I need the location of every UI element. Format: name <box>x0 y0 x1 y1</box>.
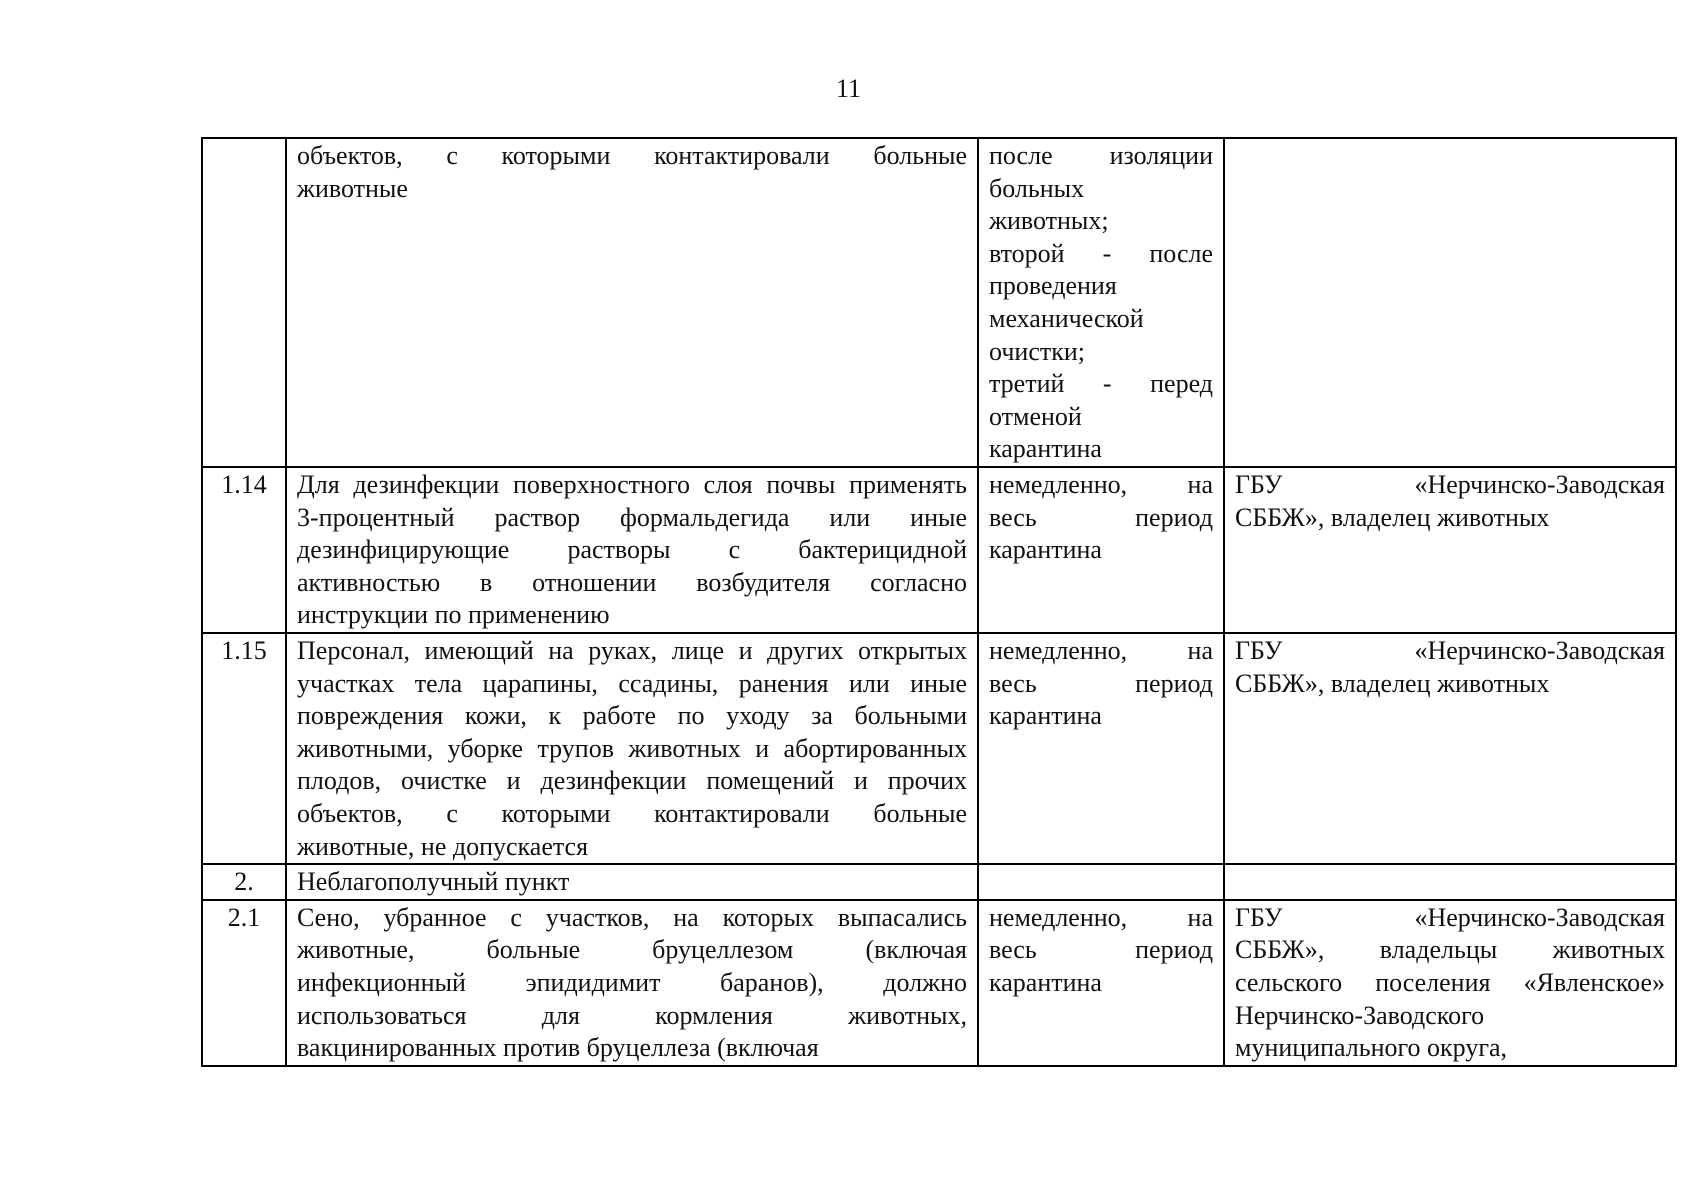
term-cell <box>978 864 1224 900</box>
term-line: третий - перед <box>989 369 1213 399</box>
row-number-cell: 1.14 <box>202 467 286 633</box>
table-row <box>202 633 1676 864</box>
term-line: механической <box>989 303 1144 333</box>
measure-line: Сено, убранное с участков, на которых выпасались <box>297 902 967 932</box>
measure-line: участках тела царапины, ссадины, ранения или иные <box>297 668 967 698</box>
term-cell <box>978 900 1224 1066</box>
measures-table <box>201 137 1677 1067</box>
measure-line: объектов, с которыми контактировали больные <box>297 798 967 828</box>
measure-line: животные, больные бруцеллезом (включая <box>297 935 967 965</box>
responsible-line: Нерчинско-Заводского <box>1235 1000 1485 1030</box>
measure-line: Неблагополучный пункт <box>297 867 570 897</box>
responsible-line: ГБУ «Нерчинско-Заводская <box>1235 902 1665 932</box>
term-line: отменой <box>989 401 1082 431</box>
term-line: немедленно, на <box>989 470 1213 499</box>
term-cell <box>978 138 1224 467</box>
row-number-cell: 2. <box>202 864 286 900</box>
responsible-line: муниципального округа, <box>1235 1033 1508 1063</box>
measure-line: дезинфицирующие растворы с бактерицидной <box>297 535 967 565</box>
responsible-line: СББЖ», владельцы животных <box>1235 935 1665 965</box>
term-line: весь период <box>989 502 1213 532</box>
row-number-cell: 2.1 <box>202 900 286 1066</box>
term-line: карантина <box>989 434 1102 464</box>
responsible-cell <box>1224 138 1676 467</box>
term-cell <box>978 633 1224 864</box>
term-line: весь период <box>989 668 1213 698</box>
measure-line: использоваться для кормления животных, <box>297 1000 967 1030</box>
measure-line: активностью в отношении возбудителя согласно <box>297 567 967 597</box>
term-cell <box>978 467 1224 633</box>
measure-line: животные <box>297 173 408 203</box>
responsible-cell <box>1224 864 1676 900</box>
term-line: второй - после <box>989 238 1213 268</box>
measure-line: повреждения кожи, к работе по уходу за больными <box>297 701 967 731</box>
table-row <box>202 467 1676 633</box>
term-line: проведения <box>989 271 1117 301</box>
term-line: очистки; <box>989 336 1085 366</box>
row-number-cell <box>202 138 286 467</box>
responsible-line: ГБУ «Нерчинско-Заводская <box>1235 635 1665 665</box>
term-line: карантина <box>989 535 1102 565</box>
term-line: больных <box>989 173 1085 203</box>
measure-line: плодов, очистке и дезинфекции помещений и прочих <box>297 766 967 796</box>
responsible-cell <box>1224 633 1676 864</box>
responsible-line: СББЖ», владелец животных <box>1235 502 1550 532</box>
page-number: 11 <box>835 74 862 103</box>
measure-cell <box>286 900 978 1066</box>
responsible-line: СББЖ», владелец животных <box>1235 668 1550 698</box>
measure-line: вакцинированных против бруцеллеза (включая <box>297 1033 819 1063</box>
term-line: карантина <box>989 967 1102 997</box>
responsible-line: сельского поселения «Явленское» <box>1235 967 1665 997</box>
responsible-cell <box>1224 900 1676 1066</box>
table-row <box>202 900 1676 1066</box>
measure-cell <box>286 467 978 633</box>
measure-line: 3-процентный раствор формальдегида или иные <box>297 502 967 532</box>
table-row <box>202 864 1676 900</box>
measure-line: инструкции по применению <box>297 600 610 630</box>
term-line: немедленно, на <box>989 902 1213 932</box>
measure-line: инфекционный эпидидимит баранов), должно <box>297 967 967 997</box>
measure-cell <box>286 633 978 864</box>
term-line: весь период <box>989 935 1213 965</box>
row-number-cell: 1.15 <box>202 633 286 864</box>
responsible-cell <box>1224 467 1676 633</box>
measure-cell <box>286 138 978 467</box>
measure-line: Персонал, имеющий на руках, лице и других открытых <box>297 635 967 665</box>
term-line: животных; <box>989 206 1109 236</box>
term-line: после изоляции <box>989 141 1213 170</box>
measure-cell <box>286 864 978 900</box>
measure-line: животными, уборке трупов животных и абортированных <box>297 733 967 763</box>
term-line: карантина <box>989 701 1102 731</box>
table-row <box>202 138 1676 467</box>
measure-line: объектов, с которыми контактировали больные <box>297 141 967 170</box>
responsible-line: ГБУ «Нерчинско-Заводская <box>1235 470 1665 499</box>
measure-line: животные, не допускается <box>297 831 589 861</box>
measure-line: Для дезинфекции поверхностного слоя почвы применять <box>297 470 967 499</box>
term-line: немедленно, на <box>989 635 1213 665</box>
